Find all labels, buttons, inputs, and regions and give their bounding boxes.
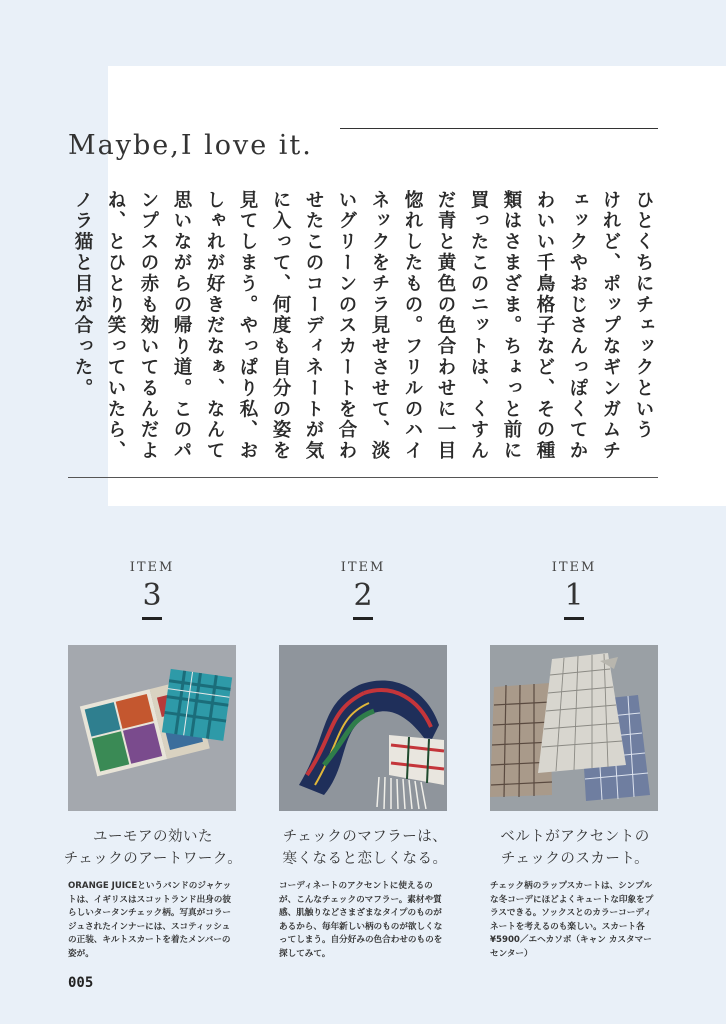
article-column: いグリーンのスカートを合わ: [336, 190, 357, 462]
article-column: しゃれが好きだなぁ、なんて: [204, 190, 225, 462]
item-1-description: チェック柄のラップスカートは、シンプルな冬コーデにほどよくキュートな印象をプラスできる。ソックスとのカラーコーディネートを考えるのも楽しい。スカート各¥5900／エヘカソポ（キャン カスタマーセンター）: [490, 881, 654, 959]
section-divider: [68, 477, 658, 478]
article-column: だ青と黄色の色合わせに一目: [435, 190, 456, 462]
article-column: けれど、ポップなギンガムチ: [600, 190, 621, 462]
caption-line: 寒くなると恋しくなる。: [282, 851, 448, 867]
item-2-caption: [270, 826, 460, 870]
title-divider: [340, 128, 658, 129]
skirts-photo: [490, 645, 658, 811]
article-column: 惚れしたもの。フリルのハイ: [402, 190, 423, 462]
page-number: 005: [68, 975, 94, 991]
article-column: に入って、何度も自分の姿を: [270, 190, 291, 462]
item-number: 1: [564, 578, 584, 613]
item-3-description: ORANGE JUICEというバンドのジャケットは、イギリスはスコットランド出身の彼らしいタータンチェック柄。写真がコラージュされたインナーには、スコティッシュの正装、キルトスカートを着たメンバーの姿が。: [68, 881, 232, 959]
item-3-heading: [66, 560, 238, 620]
item-3-caption: [58, 826, 248, 870]
article-column: ひとくちにチェックという: [633, 190, 654, 441]
caption-line: チェックのマフラーは、: [282, 829, 448, 845]
page-title: Maybe,I love it.: [68, 130, 313, 162]
item-number: 3: [142, 578, 162, 613]
article-body: [60, 190, 660, 462]
item-number: 2: [353, 578, 373, 613]
item-2-description: コーディネートのアクセントに使えるのが、こんなチェックのマフラー。素材や質感、肌触りなどさまざまなタイプのものがあるから、毎年新しい柄のものが欲しくなってしまう。自分好みの色合わせのものを探してみて。: [279, 881, 443, 959]
article-column: 見てしまう。やっぱり私、お: [237, 190, 258, 462]
article-column: 類はさまざま。ちょっと前に: [501, 190, 522, 462]
caption-line: チェックのアートワーク。: [63, 851, 243, 867]
item-label: ITEM: [340, 560, 386, 575]
article-column: ンプスの赤も効いてるんだよ: [138, 190, 159, 462]
item-1-heading: [488, 560, 660, 620]
article-column: 買ったこのニットは、くすん: [468, 190, 489, 462]
article-column: わいい千鳥格子など、その種: [534, 190, 555, 462]
article-column: ね、とひとり笑っていたら、: [105, 190, 126, 462]
article-column: せたこのコーディネートが気: [303, 190, 324, 462]
caption-line: ベルトがアクセントの: [500, 829, 650, 845]
article-column: 思いながらの帰り道。このパ: [171, 190, 192, 462]
item-2-heading: [277, 560, 449, 620]
caption-line: チェックのスカート。: [500, 851, 650, 867]
item-label: ITEM: [551, 560, 597, 575]
artwork-photo: [68, 645, 236, 811]
caption-line: ユーモアの効いた: [93, 829, 213, 845]
article-column: ェックやおじさんっぽくてか: [567, 190, 588, 462]
item-1-caption: [480, 826, 670, 870]
item-underline: [564, 617, 584, 620]
article-column: ノラ猫と目が合った。: [72, 190, 93, 399]
scarf-photo: [279, 645, 447, 811]
item-label: ITEM: [129, 560, 175, 575]
item-underline: [142, 617, 162, 620]
item-underline: [353, 617, 373, 620]
article-column: ネックをチラ見せさせて、淡: [369, 190, 390, 462]
